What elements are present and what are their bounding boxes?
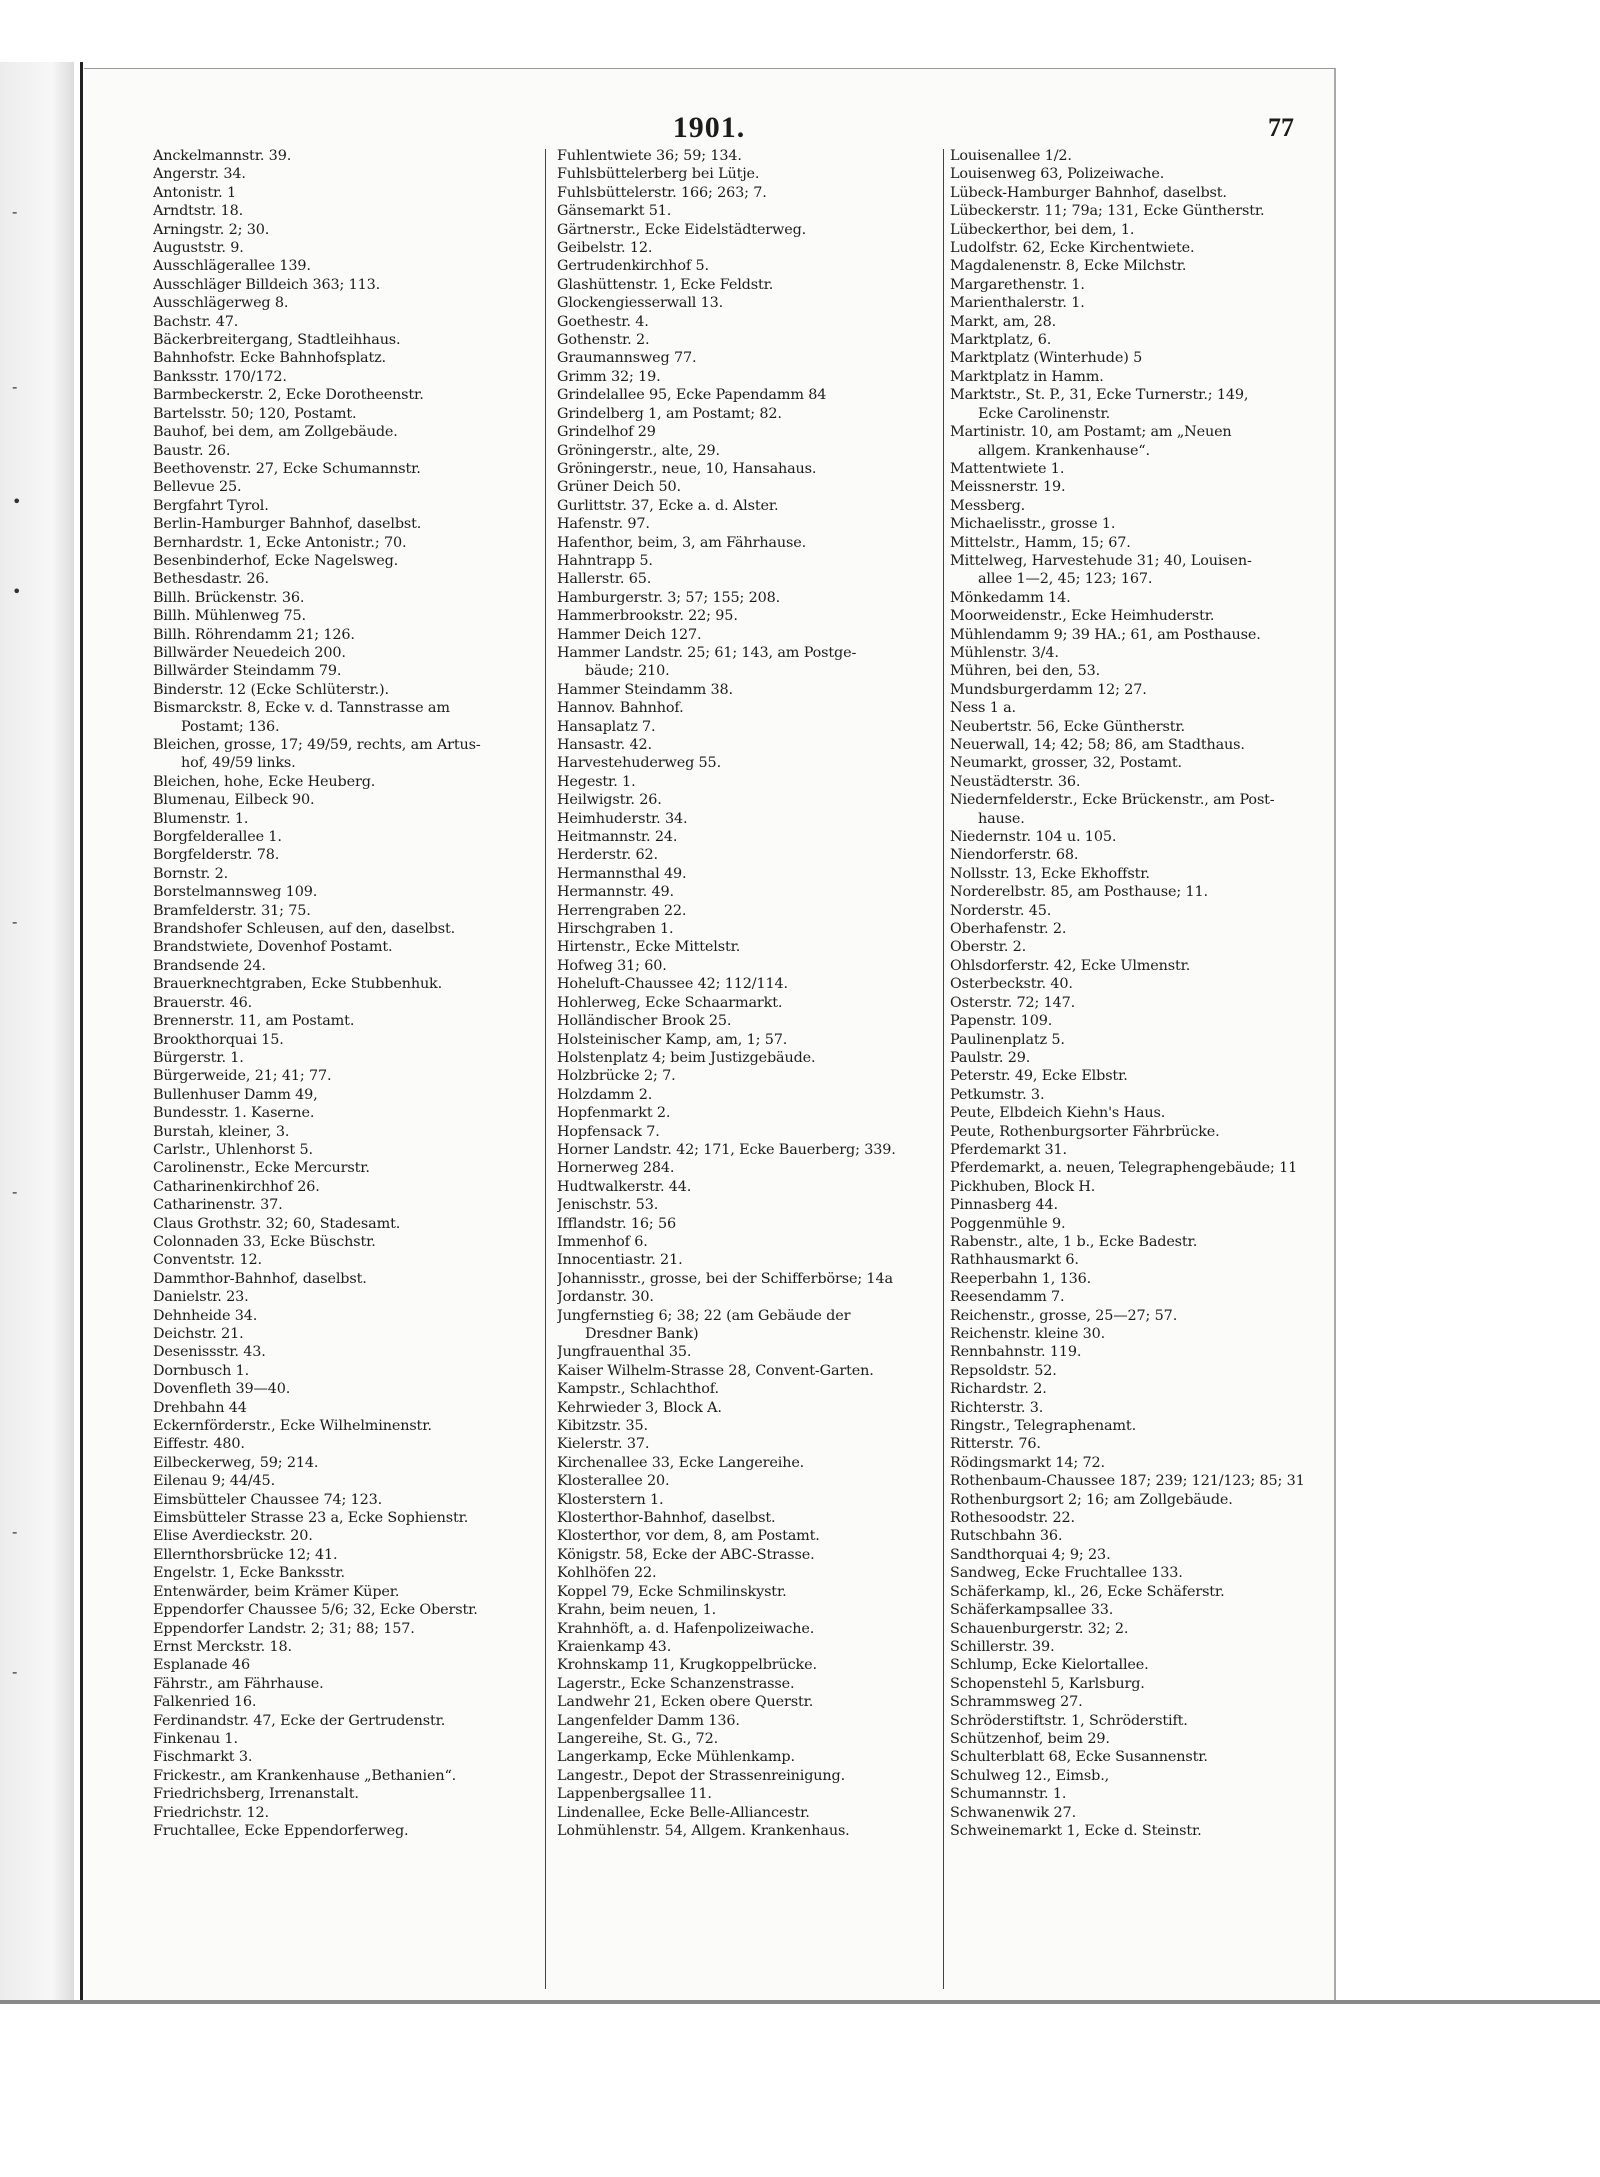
address-entry: Billh. Röhrendamm 21; 126. [153,626,355,643]
address-entry: Holstenplatz 4; beim Justizgebäude. [557,1049,816,1066]
address-entry: Schwanenwik 27. [950,1804,1076,1821]
address-entry: Fischmarkt 3. [153,1749,253,1766]
address-entry: Kaiser Wilhelm-Strasse 28, Convent-Garten. [557,1362,874,1379]
address-entry: Eilenau 9; 44/45. [153,1473,275,1490]
address-entry: Schulterblatt 68, Ecke Susannenstr. [950,1749,1208,1766]
address-entry: Baustr. 26. [153,442,231,459]
address-entry: Schumannstr. 1. [950,1786,1067,1803]
address-entry: Oberhafenstr. 2. [950,921,1067,938]
address-entry: Schopenstehl 5, Karlsburg. [950,1675,1145,1692]
address-entry: Antonistr. 1 [153,184,236,201]
address-entry: Sandthorquai 4; 9; 23. [950,1546,1111,1563]
address-entry: Engelstr. 1, Ecke Banksstr. [153,1565,345,1582]
address-entry: Jordanstr. 30. [557,1289,654,1306]
address-entry: Messberg. [950,497,1026,514]
address-entry: Ritterstr. 76. [950,1436,1041,1453]
gutter-mark: - [12,1662,18,1681]
address-entry: Niedernfelderstr., Ecke Brückenstr., am Post- [950,792,1275,809]
address-entry: Barmbeckerstr. 2, Ecke Dorotheenstr. [153,387,424,404]
address-entry: Colonnaden 33, Ecke Büschstr. [153,1233,376,1250]
address-entry: Hornerweg 284. [557,1160,675,1177]
address-entry: Immenhof 6. [557,1233,648,1250]
address-entry: Dammthor-Bahnhof, daselbst. [153,1270,367,1287]
address-entry: Bundesstr. 1. Kaserne. [153,1105,315,1122]
address-entry: Billwärder Neuedeich 200. [153,644,346,661]
address-entry: Eiffestr. 480. [153,1436,245,1453]
address-entry: Schillerstr. 39. [950,1638,1055,1655]
address-entry: Blumenau, Eilbeck 90. [153,792,315,809]
address-entry: Jungfrauenthal 35. [557,1344,692,1361]
address-entry: Schröderstiftstr. 1, Schröderstift. [950,1712,1188,1729]
address-entry: Richterstr. 3. [950,1399,1044,1416]
address-entry: Mattentwiete 1. [950,460,1065,477]
address-entry: Fuhlsbüttelerberg bei Lütje. [557,166,760,183]
address-entry: Hamburgerstr. 3; 57; 155; 208. [557,589,781,606]
address-entry: Rödingsmarkt 14; 72. [950,1454,1105,1471]
address-entry: Hammer Deich 127. [557,626,702,643]
address-entry: Peute, Elbdeich Kiehn's Haus. [950,1105,1166,1122]
address-entry: Lohmühlenstr. 54, Allgem. Krankenhaus. [557,1822,850,1839]
address-entry: Reichenstr. kleine 30. [950,1326,1106,1342]
address-entry: Oberstr. 2. [950,939,1027,956]
address-entry: Hammer Steindamm 38. [557,681,733,698]
address-entry: Hermannsthal 49. [557,865,687,882]
address-entry: Bismarckstr. 8, Ecke v. d. Tannstrasse am [153,700,450,717]
address-entry: Rathhausmarkt 6. [950,1252,1079,1269]
address-entry: Arndtstr. 18. [153,203,244,220]
address-entry: Ausschlägerweg 8. [153,295,289,312]
address-entry: Rabenstr., alte, 1 b., Ecke Badestr. [950,1233,1198,1250]
address-entry: Papenstr. 109. [950,1013,1053,1030]
address-entry: Herrengraben 22. [557,902,687,919]
address-entry: Desenissstr. 43. [153,1344,266,1361]
address-entry: Peute, Rothenburgsorter Fährbrücke. [950,1123,1220,1140]
address-entry: Neubertstr. 56, Ecke Güntherstr. [950,718,1185,735]
address-entry: Bartelsstr. 50; 120, Postamt. [153,405,357,422]
address-entry: Holzbrücke 2; 7. [557,1068,676,1085]
address-entry: Hahntrapp 5. [557,552,653,569]
address-entry: Dornbusch 1. [153,1362,250,1379]
column-divider [545,149,546,1989]
address-entry: Richardstr. 2. [950,1381,1047,1398]
address-entry: Hafenstr. 97. [557,516,650,533]
address-entry: Dovenfleth 39—40. [153,1381,291,1398]
address-entry: Berlin-Hamburger Bahnhof, daselbst. [153,516,422,533]
address-entry: Pinnasberg 44. [950,1197,1058,1214]
address-entry: Danielstr. 23. [153,1289,249,1306]
address-entry: Poggenmühle 9. [950,1215,1066,1232]
address-entry: Mühlenstr. 3/4. [950,644,1059,661]
address-entry: Hansaplatz 7. [557,718,656,735]
address-entry: Bullenhuser Damm 49, [153,1086,318,1103]
gutter-mark: - [12,1522,18,1541]
address-entry: Marktplatz in Hamm. [950,368,1104,385]
address-entry: Billh. Mühlenweg 75. [153,608,306,625]
address-entry: Fuhlentwiete 36; 59; 134. [557,148,742,164]
address-entry: Gothenstr. 2. [557,332,650,349]
address-entry: Kehrwieder 3, Block A. [557,1399,722,1416]
address-entry: Markt, am, 28. [950,313,1057,330]
address-entry: Rennbahnstr. 119. [950,1344,1082,1361]
address-entry: Neumarkt, grosser, 32, Postamt. [950,755,1182,772]
address-entry: Bethesdastr. 26. [153,571,269,588]
address-entry: Falkenried 16. [153,1694,257,1711]
address-entry: Pferdemarkt 31. [950,1141,1067,1158]
address-entry: Holsteinischer Kamp, am, 1; 57. [557,1031,788,1048]
address-entry: Gänsemarkt 51. [557,203,672,220]
address-entry: Heilwigstr. 26. [557,792,662,809]
address-entry: Ludolfstr. 62, Ecke Kirchentwiete. [950,240,1195,257]
address-entry: Reichenstr., grosse, 25—27; 57. [950,1307,1178,1324]
address-entry: Louisenallee 1/2. [950,148,1072,164]
address-entry: Fährstr., am Fährhause. [153,1675,324,1692]
address-entry: Rothesoodstr. 22. [950,1510,1075,1527]
address-entry: Hermannstr. 49. [557,884,674,901]
address-entry: Lappenbergsallee 11. [557,1786,712,1803]
address-entry: Niedernstr. 104 u. 105. [950,829,1117,846]
address-entry: Peterstr. 49, Ecke Elbstr. [950,1068,1128,1085]
address-entry: Brauerknechtgraben, Ecke Stubbenhuk. [153,976,443,993]
address-entry: Ifflandstr. 16; 56 [557,1215,676,1232]
address-entry: Carlstr., Uhlenhorst 5. [153,1141,313,1158]
address-column-right [950,147,1320,1840]
address-entry: Kohlhöfen 22. [557,1565,657,1582]
address-entry: Norderelbstr. 85, am Posthause; 11. [950,884,1208,901]
address-entry: Bramfelderstr. 31; 75. [153,902,311,919]
address-entry: Martinistr. 10, am Postamt; am „Neuen [950,424,1232,441]
gutter-mark: - [12,377,18,396]
address-entry: Ness 1 a. [950,700,1016,717]
address-entry: Eppendorfer Chaussee 5/6; 32, Ecke Oberstr. [153,1602,478,1619]
address-entry: Anckelmannstr. 39. [153,148,292,164]
address-entry: Kampstr., Schlachthof. [557,1381,719,1398]
address-entry: Borstelmannsweg 109. [153,884,318,901]
address-entry: Eilbeckerweg, 59; 214. [153,1454,319,1471]
address-entry: Billh. Brückenstr. 36. [153,589,305,606]
address-entry: Carolinenstr., Ecke Mercurstr. [153,1160,370,1177]
address-entry: Langereihe, St. G., 72. [557,1730,718,1747]
address-entry: Graumannsweg 77. [557,350,697,367]
address-entry: Hammerbrookstr. 22; 95. [557,608,738,625]
address-entry: Kirchenallee 33, Ecke Langereihe. [557,1454,805,1471]
address-entry: Borgfelderallee 1. [153,829,282,846]
address-entry: Magdalenenstr. 8, Ecke Milchstr. [950,258,1187,275]
address-entry: Lübeckerstr. 11; 79a; 131, Ecke Güntherstr. [950,203,1265,220]
address-entry: Heimhuderstr. 34. [557,810,688,827]
address-entry: Ellernthorsbrücke 12; 41. [153,1546,338,1563]
address-entry: Norderstr. 45. [950,902,1052,919]
gutter-mark: - [12,1182,18,1201]
document-page [84,68,1336,2001]
address-entry: Grindelhof 29 [557,424,656,441]
address-entry: Schützenhof, beim 29. [950,1730,1110,1747]
address-entry: Geibelstr. 12. [557,240,653,257]
address-entry: Gröningerstr., neue, 10, Hansahaus. [557,460,817,477]
gutter-mark: - [12,912,18,931]
address-entry: Elise Averdieckstr. 20. [153,1528,313,1545]
address-entry: Dehnheide 34. [153,1307,258,1324]
address-entry: Ausschläger Billdeich 363; 113. [153,276,381,293]
address-entry: Marienthalerstr. 1. [950,295,1085,312]
address-entry: hof, 49/59 links. [181,755,296,772]
address-entry: Langestr., Depot der Strassenreinigung. [557,1767,845,1784]
address-entry: Langerkamp, Ecke Mühlenkamp. [557,1749,795,1766]
address-entry: Moorweidenstr., Ecke Heimhuderstr. [950,608,1215,625]
address-entry: Schlump, Ecke Kielortallee. [950,1657,1149,1674]
address-entry: Osterstr. 72; 147. [950,994,1076,1011]
address-entry: Entenwärder, beim Krämer Küper. [153,1583,400,1600]
address-entry: Gurlittstr. 37, Ecke a. d. Alster. [557,497,779,514]
address-entry: Niendorferstr. 68. [950,847,1079,864]
address-entry: Frickestr., am Krankenhause „Bethanien“. [153,1767,457,1784]
address-entry: Billwärder Steindamm 79. [153,663,342,680]
address-entry: Krohnskamp 11, Krugkoppelbrücke. [557,1657,817,1674]
address-entry: Landwehr 21, Ecken obere Querstr. [557,1694,814,1711]
address-entry: Borgfelderstr. 78. [153,847,280,864]
address-entry: Kielerstr. 37. [557,1436,650,1453]
address-entry: Michaelisstr., grosse 1. [950,516,1116,533]
address-entry: Auguststr. 9. [153,240,244,257]
address-entry: Mittelweg, Harvestehude 31; 40, Louisen- [950,552,1252,569]
address-entry: Schäferkampsallee 33. [950,1602,1114,1619]
address-entry: Klosterstern 1. [557,1491,664,1508]
address-entry: Jenischstr. 53. [557,1197,659,1214]
address-entry: Holländischer Brook 25. [557,1013,732,1030]
address-entry: hause. [978,810,1025,827]
address-entry: Bleichen, grosse, 17; 49/59, rechts, am Artus- [153,737,481,753]
address-entry: Koppel 79, Ecke Schmilinskystr. [557,1583,787,1600]
address-entry: Binderstr. 12 (Ecke Schlüterstr.). [153,681,389,698]
address-entry: Neuerwall, 14; 42; 58; 86, am Stadthaus. [950,737,1245,753]
address-entry: Hirtenstr., Ecke Mittelstr. [557,939,741,956]
address-entry: Friedrichsberg, Irrenanstalt. [153,1786,359,1803]
address-entry: Reesendamm 7. [950,1289,1065,1306]
address-entry: Hopfensack 7. [557,1123,660,1140]
address-entry: Finkenau 1. [153,1730,238,1747]
address-entry: Fruchtallee, Ecke Eppendorferweg. [153,1822,409,1839]
address-entry: Paulstr. 29. [950,1049,1031,1066]
address-entry: Bergfahrt Tyrol. [153,497,269,514]
address-entry: Hallerstr. 65. [557,571,652,588]
address-entry: Eimsbütteler Chaussee 74; 123. [153,1491,383,1508]
address-entry: Bürgerstr. 1. [153,1049,244,1066]
address-entry: Dresdner Bank) [585,1326,699,1342]
address-entry: Neustädterstr. 36. [950,773,1081,790]
page-number: 77 [1268,113,1294,142]
address-entry: Eckernförderstr., Ecke Wilhelminenstr. [153,1418,432,1435]
address-entry: Banksstr. 170/172. [153,368,287,385]
address-entry: Mühlendamm 9; 39 HA.; 61, am Posthause. [950,626,1261,643]
address-entry: Königstr. 58, Ecke der ABC-Strasse. [557,1546,815,1563]
address-entry: Holzdamm 2. [557,1086,653,1103]
address-entry: Conventstr. 12. [153,1252,262,1269]
address-entry: Angerstr. 34. [153,166,246,183]
address-entry: Lübeck-Hamburger Bahnhof, daselbst. [950,184,1227,201]
address-entry: Brandsende 24. [153,957,266,974]
address-column-middle [557,147,945,1840]
address-entry: Postamt; 136. [181,718,280,735]
address-entry: Sandweg, Ecke Fruchtallee 133. [950,1565,1183,1582]
address-entry: Arningstr. 2; 30. [153,221,270,238]
address-entry: Brandstwiete, Dovenhof Postamt. [153,939,393,956]
address-entry: Marktstr., St. P., 31, Ecke Turnerstr.; 149, [950,387,1249,404]
address-entry: Friedrichstr. 12. [153,1804,269,1821]
address-entry: Reeperbahn 1, 136. [950,1270,1092,1287]
address-entry: Burstah, kleiner, 3. [153,1123,290,1140]
address-entry: Besenbinderhof, Ecke Nagelsweg. [153,552,399,569]
address-entry: Harvestehuderweg 55. [557,755,721,772]
address-entry: Hudtwalkerstr. 44. [557,1178,692,1195]
address-entry: Klosterthor-Bahnhof, daselbst. [557,1510,776,1527]
address-entry: Brauerstr. 46. [153,994,253,1011]
address-entry: Bleichen, hohe, Ecke Heuberg. [153,773,376,790]
address-entry: Jungfernstieg 6; 38; 22 (am Gebäude der [557,1307,851,1324]
address-entry: Mönkedamm 14. [950,589,1071,606]
address-entry: Klosterthor, vor dem, 8, am Postamt. [557,1528,820,1545]
address-entry: Hopfenmarkt 2. [557,1105,671,1122]
address-entry: Bornstr. 2. [153,865,229,882]
address-entry: Hoheluft-Chaussee 42; 112/114. [557,976,788,993]
address-entry: Hansastr. 42. [557,737,652,753]
address-entry: Ausschlägerallee 139. [153,258,311,275]
address-entry: Hohlerweg, Ecke Schaarmarkt. [557,994,783,1011]
page-bottom-edge [0,2000,1600,2004]
address-entry: Mühren, bei den, 53. [950,663,1101,680]
address-entry: Beethovenstr. 27, Ecke Schumannstr. [153,460,421,477]
address-entry: Bachstr. 47. [153,313,239,330]
address-entry: Ringstr., Telegraphenamt. [950,1418,1136,1435]
address-entry: Paulinenplatz 5. [950,1031,1065,1048]
address-entry: Schrammsweg 27. [950,1694,1083,1711]
address-entry: Mittelstr., Hamm, 15; 67. [950,534,1131,551]
address-entry: Schweinemarkt 1, Ecke d. Steinstr. [950,1822,1202,1839]
address-entry: Catharinenkirchhof 26. [153,1178,320,1195]
address-entry: Grindelallee 95, Ecke Papendamm 84 [557,387,827,404]
address-entry: bäude; 210. [585,663,670,680]
address-entry: Rothenburgsort 2; 16; am Zollgebäude. [950,1491,1233,1508]
gutter-mark: • [12,492,22,511]
address-column-left [153,147,539,1840]
address-entry: Krahn, beim neuen, 1. [557,1602,717,1619]
address-entry: Bahnhofstr. Ecke Bahnhofsplatz. [153,350,386,367]
address-entry: Bernhardstr. 1, Ecke Antonistr.; 70. [153,534,407,551]
address-entry: Eppendorfer Landstr. 2; 31; 88; 157. [153,1620,415,1637]
page-year-header: 1901. [672,111,746,144]
address-entry: allgem. Krankenhause“. [978,442,1150,459]
address-entry: Brandshofer Schleusen, auf den, daselbst. [153,921,456,938]
gutter-mark: • [12,582,22,601]
address-entry: Louisenweg 63, Polizeiwache. [950,166,1165,183]
address-entry: Kibitzstr. 35. [557,1418,648,1435]
address-entry: Repsoldstr. 52. [950,1362,1057,1379]
address-entry: Ernst Merckstr. 18. [153,1638,292,1655]
address-entry: Grindelberg 1, am Postamt; 82. [557,405,782,422]
address-entry: Hegestr. 1. [557,773,636,790]
address-entry: allee 1—2, 45; 123; 167. [978,571,1153,588]
address-entry: Grimm 32; 19. [557,368,661,385]
address-entry: Bauhof, bei dem, am Zollgebäude. [153,424,398,441]
address-entry: Drehbahn 44 [153,1399,247,1416]
address-entry: Bürgerweide, 21; 41; 77. [153,1068,332,1085]
address-entry: Mundsburgerdamm 12; 27. [950,681,1147,698]
address-entry: Marktplatz (Winterhude) 5 [950,350,1143,367]
address-entry: Meissnerstr. 19. [950,479,1066,496]
address-entry: Hafenthor, beim, 3, am Fährhause. [557,534,807,551]
address-entry: Lübeckerthor, bei dem, 1. [950,221,1135,238]
address-entry: Pickhuben, Block H. [950,1178,1096,1195]
address-entry: Hannov. Bahnhof. [557,700,684,717]
address-entry: Klosterallee 20. [557,1473,670,1490]
address-entry: Schauenburgerstr. 32; 2. [950,1620,1129,1637]
gutter-mark: - [12,202,18,221]
address-entry: Lagerstr., Ecke Schanzenstrasse. [557,1675,795,1692]
address-entry: Heitmannstr. 24. [557,829,678,846]
address-entry: Hammer Landstr. 25; 61; 143, am Postge- [557,644,857,661]
address-entry: Herderstr. 62. [557,847,658,864]
address-entry: Nollsstr. 13, Ecke Ekhoffstr. [950,865,1150,882]
address-entry: Schulweg 12., Eimsb., [950,1767,1110,1784]
address-entry: Ferdinandstr. 47, Ecke der Gertrudenstr. [153,1712,446,1729]
address-entry: Hirschgraben 1. [557,921,674,938]
address-entry: Gertrudenkirchhof 5. [557,258,709,275]
address-entry: Bellevue 25. [153,479,242,496]
address-entry: Catharinenstr. 37. [153,1197,283,1214]
address-entry: Glashüttenstr. 1, Ecke Feldstr. [557,276,774,293]
address-entry: Rutschbahn 36. [950,1528,1063,1545]
address-entry: Glockengiesserwall 13. [557,295,724,312]
address-entry: Petkumstr. 3. [950,1086,1045,1103]
address-entry: Pferdemarkt, a. neuen, Telegraphengebäude; 11 [950,1160,1298,1177]
address-entry: Langenfelder Damm 136. [557,1712,740,1729]
address-entry: Bäckerbreitergang, Stadtleihhaus. [153,332,401,349]
address-entry: Horner Landstr. 42; 171, Ecke Bauerberg; 339. [557,1141,896,1158]
address-entry: Gröningerstr., alte, 29. [557,442,720,459]
address-entry: Ecke Carolinenstr. [978,405,1111,422]
address-entry: Osterbeckstr. 40. [950,976,1073,993]
address-entry: Krahnhöft, a. d. Hafenpolizeiwache. [557,1620,815,1637]
address-entry: Blumenstr. 1. [153,810,249,827]
address-entry: Goethestr. 4. [557,313,649,330]
address-entry: Brennerstr. 11, am Postamt. [153,1013,355,1030]
address-entry: Claus Grothstr. 32; 60, Stadesamt. [153,1215,401,1232]
address-entry: Hofweg 31; 60. [557,957,667,974]
address-entry: Lindenallee, Ecke Belle-Alliancestr. [557,1804,810,1821]
address-entry: Rothenbaum-Chaussee 187; 239; 121/123; 85; 31 [950,1473,1305,1490]
address-entry: Deichstr. 21. [153,1326,244,1342]
address-entry: Eimsbütteler Strasse 23 a, Ecke Sophienstr. [153,1510,469,1527]
address-entry: Esplanade 46 [153,1657,250,1674]
address-entry: Fuhlsbüttelerstr. 166; 263; 7. [557,184,767,201]
address-entry: Grüner Deich 50. [557,479,681,496]
address-entry: Gärtnerstr., Ecke Eidelstädterweg. [557,221,807,238]
address-entry: Schäferkamp, kl., 26, Ecke Schäferstr. [950,1583,1225,1600]
book-gutter [0,62,83,2002]
address-entry: Innocentiastr. 21. [557,1252,683,1269]
address-entry: Kraienkamp 43. [557,1638,672,1655]
address-entry: Johannisstr., grosse, bei der Schifferbörse; 14a [557,1270,893,1287]
address-entry: Ohlsdorferstr. 42, Ecke Ulmenstr. [950,957,1191,974]
address-entry: Marktplatz, 6. [950,332,1052,349]
address-entry: Margarethenstr. 1. [950,276,1085,293]
address-entry: Brookthorquai 15. [153,1031,284,1048]
